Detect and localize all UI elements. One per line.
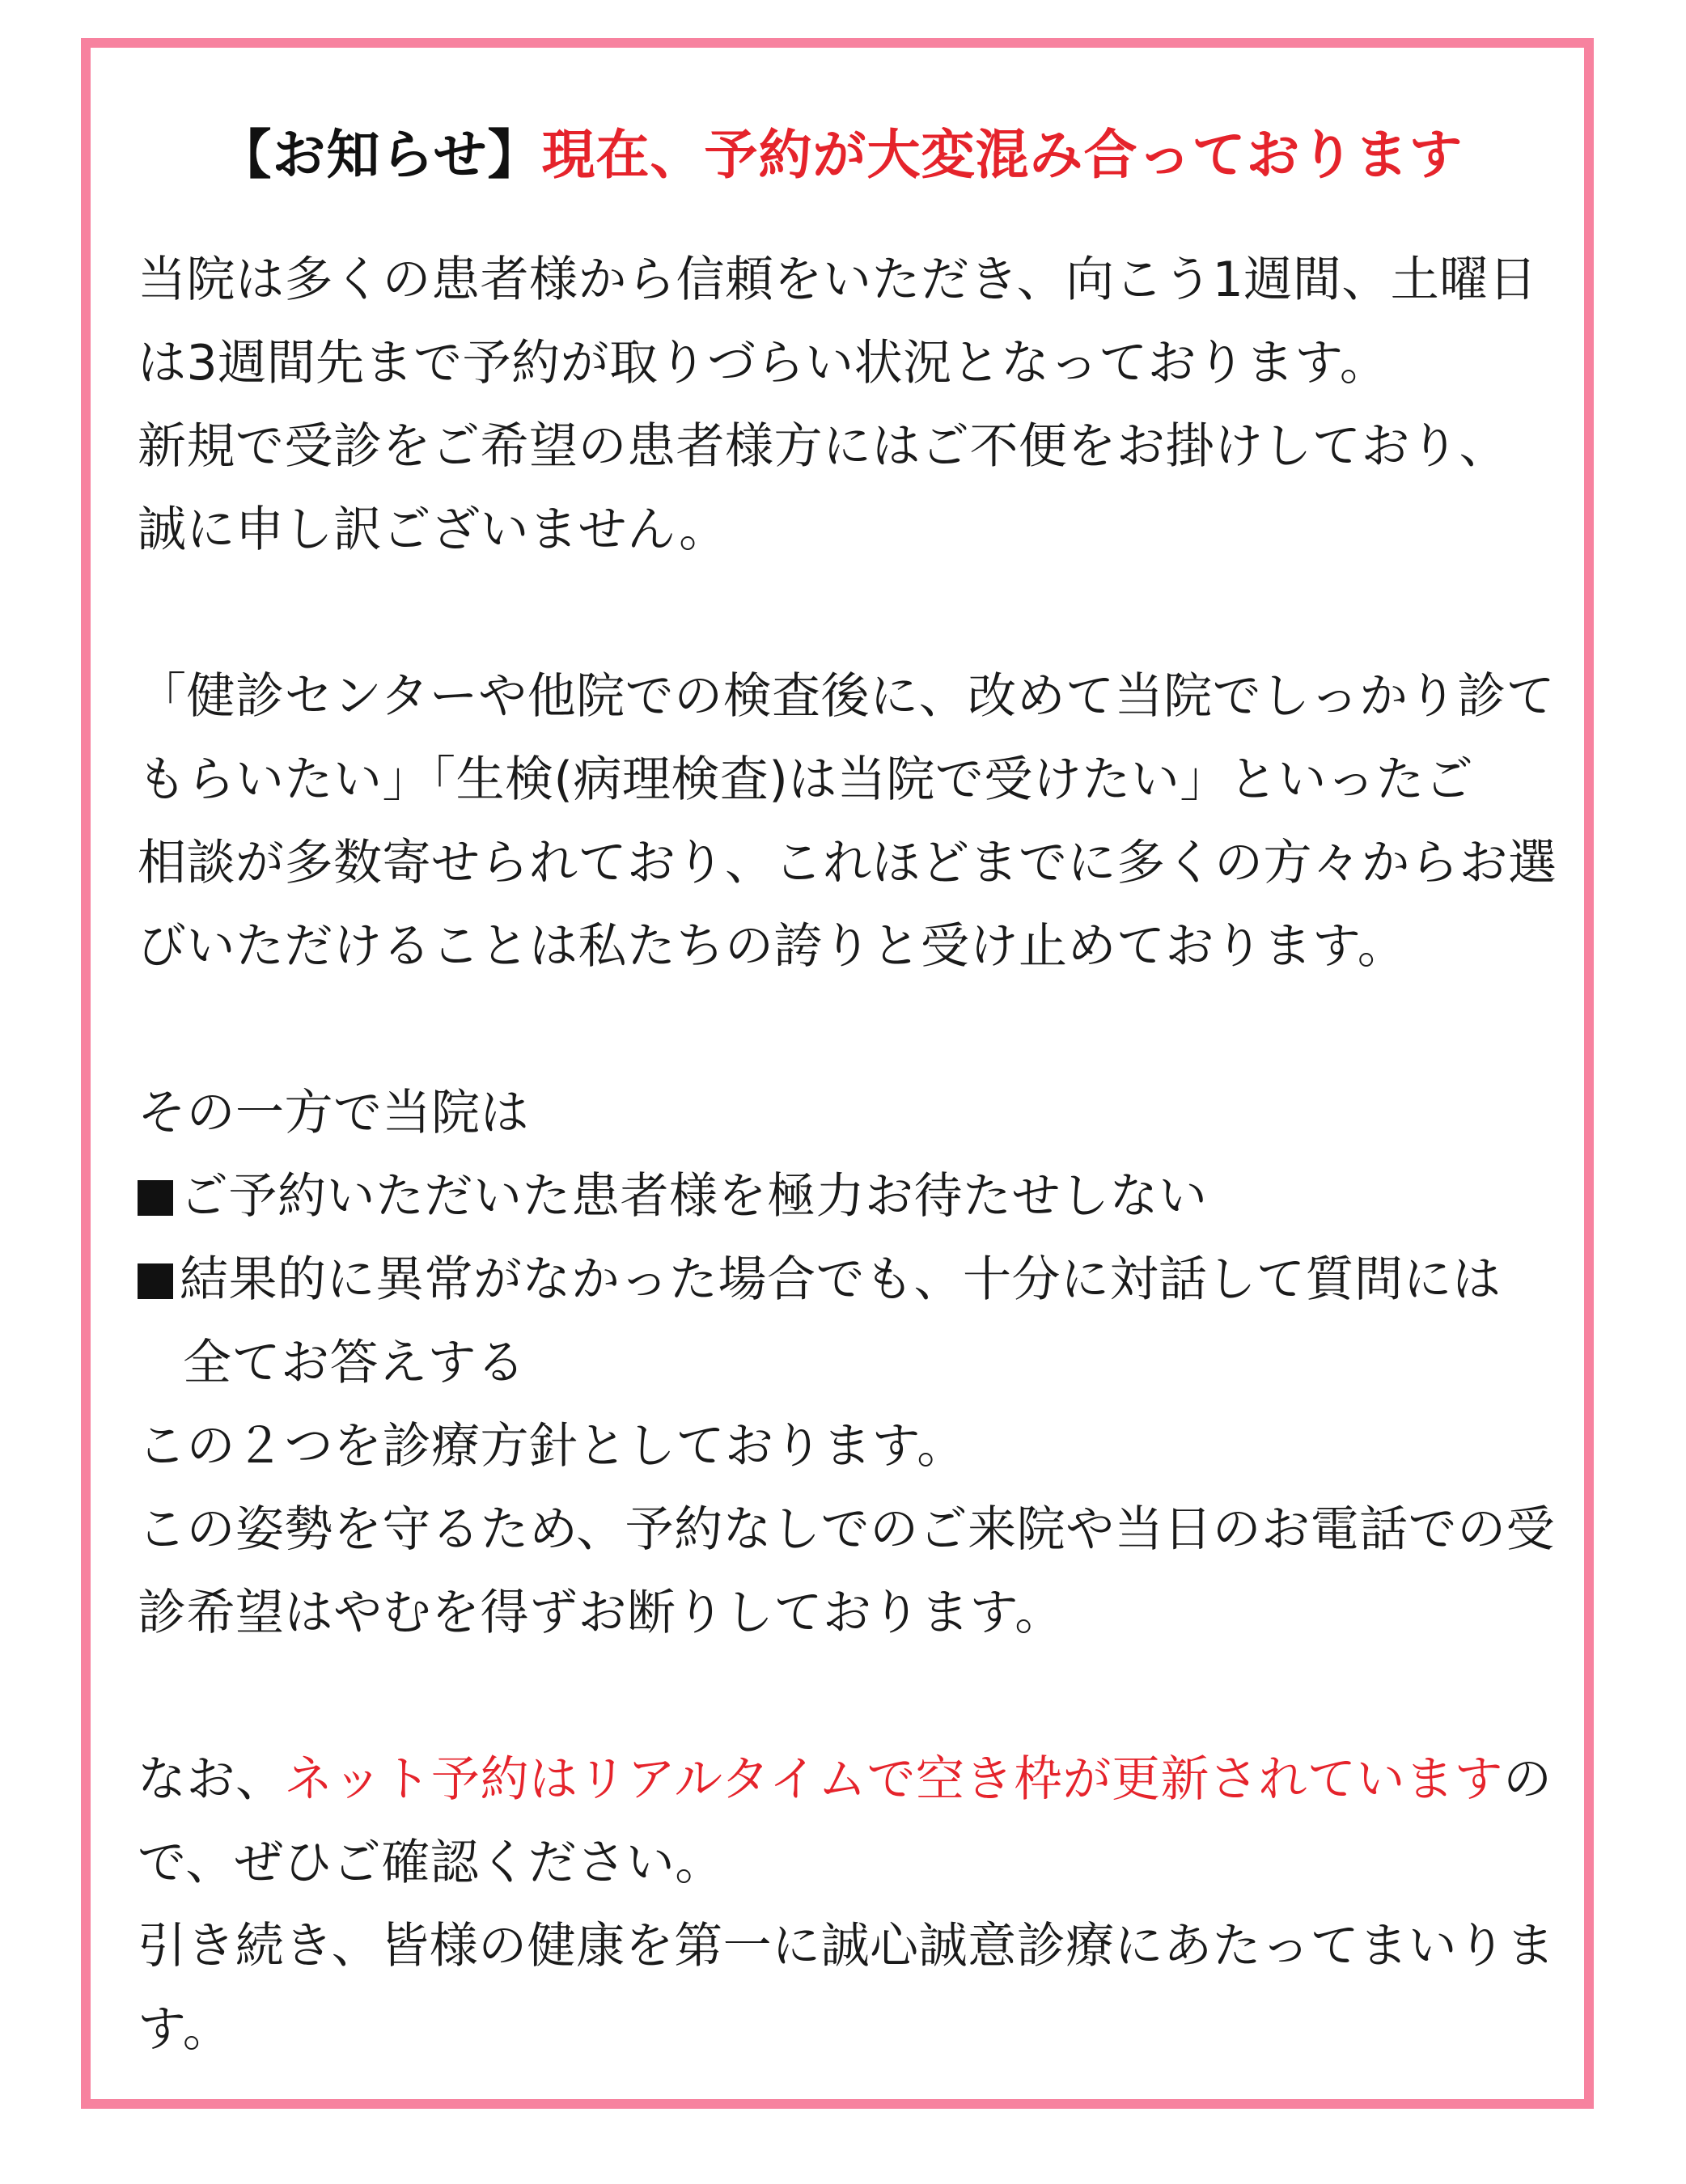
text-line: 誠に申し訳ございません。 bbox=[138, 502, 728, 558]
text-line: 新規で受診をご希望の患者様方にはご不便をお掛けしており、 bbox=[138, 418, 1508, 475]
notice-title-main: 現在、予約が大変混み合っております bbox=[541, 124, 1464, 186]
notice-content bbox=[138, 119, 1557, 2072]
online-booking-highlight: ネット予約はリアルタイムで空き枠が更新されています bbox=[284, 1751, 1503, 1808]
policy-item-continuation: 全てお答えする bbox=[183, 1335, 526, 1391]
policy-item-text: 結果的に異常がなかった場合でも、十分に対話して質問には bbox=[180, 1251, 1502, 1308]
text-line: この姿勢を守るため、予約なしでのご来院や当日のお電話での受 bbox=[138, 1501, 1556, 1558]
text-line bbox=[138, 1738, 1553, 1822]
paragraph-spacer bbox=[138, 572, 1544, 655]
text-prefix: なお、 bbox=[138, 1751, 285, 1808]
notice-title-prefix: 【お知らせ】 bbox=[218, 124, 542, 186]
text-line: 当院は多くの患者様から信頼をいただき、向こう1週間、土曜日 bbox=[138, 252, 1538, 308]
text-line: もらいたい」「生検(病理検査)は当院で受けたい」といったご bbox=[138, 751, 1474, 808]
paragraph-spacer bbox=[138, 988, 1544, 1072]
paragraph-consultations bbox=[138, 655, 1557, 988]
text-line: その一方で当院は bbox=[138, 1085, 529, 1141]
text-line: は3週間先まで予約が取りづらい状況となっております。 bbox=[138, 335, 1389, 392]
policy-item-text: ご予約いただいた患者様を極力お待たせしない bbox=[180, 1168, 1208, 1225]
text-suffix: の bbox=[1503, 1751, 1553, 1808]
text-line: 「健診センターや他院での検査後に、改めて当院でしっかり診て bbox=[138, 668, 1556, 725]
paragraph-availability bbox=[138, 239, 1544, 572]
paragraph-spacer bbox=[138, 1655, 1544, 1738]
notice-title bbox=[138, 119, 1544, 192]
square-bullet-icon bbox=[138, 1263, 173, 1299]
policy-item bbox=[138, 1155, 1544, 1238]
text-line: 引き続き、皆様の健康を第一に誠心誠意診療にあたってまいりま bbox=[138, 1918, 1556, 1974]
paragraph-policy bbox=[138, 1072, 1556, 1655]
text-line: 診希望はやむを得ずお断りしております。 bbox=[138, 1585, 1064, 1641]
text-line: この２つを診療方針としております。 bbox=[138, 1418, 966, 1475]
text-line: す。 bbox=[138, 2001, 232, 2058]
policy-item bbox=[138, 1238, 1544, 1322]
text-line: びいただけることは私たちの誇りと受け止めております。 bbox=[138, 918, 1407, 975]
text-line: 相談が多数寄せられており、これほどまでに多くの方々からお選 bbox=[138, 835, 1557, 891]
text-line: で、ぜひご確認ください。 bbox=[138, 1835, 724, 1891]
paragraph-online-booking bbox=[138, 1738, 1556, 2072]
square-bullet-icon bbox=[138, 1180, 173, 1216]
notice-box bbox=[81, 38, 1594, 2109]
